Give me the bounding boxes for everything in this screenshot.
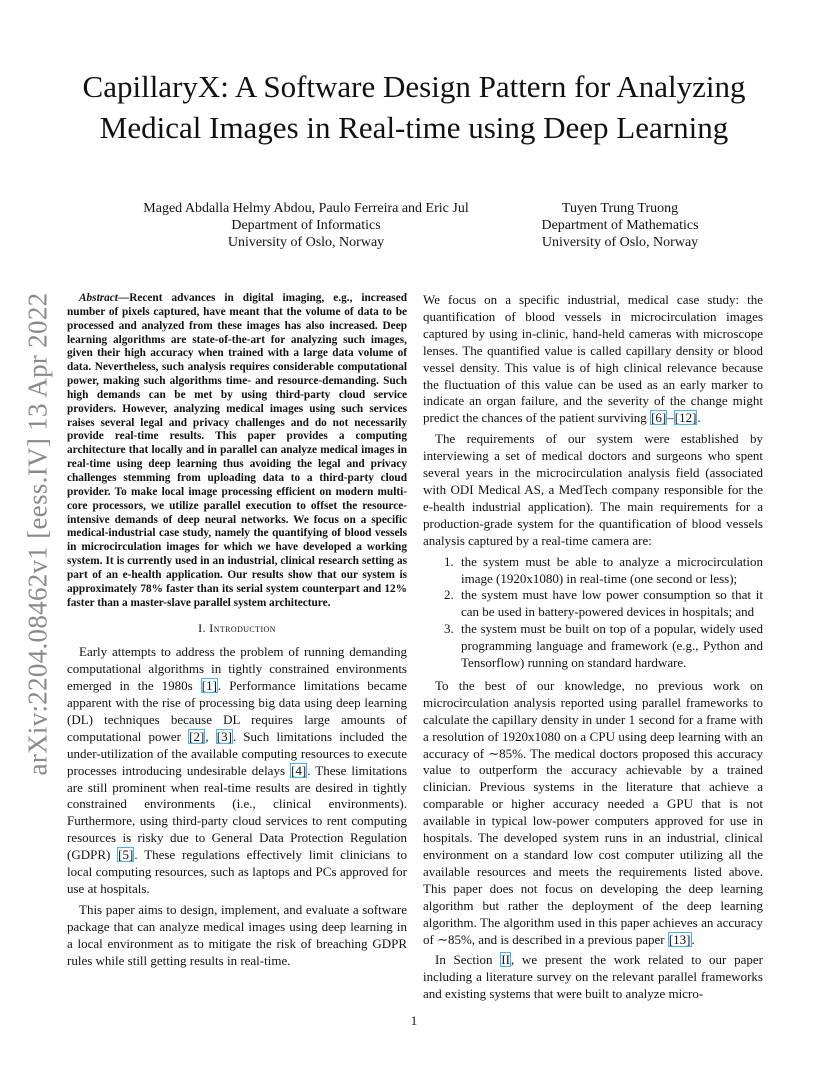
intro-paragraph-2: This paper aims to design, implement, and evaluate a software package that can analyze medical images using deep learning in a local environment as to mitigate the risk of breaching GDPR rules while still getting results in real-time.: [67, 901, 407, 968]
author-block-1: [110, 200, 502, 251]
citation-link[interactable]: [13]: [668, 931, 691, 947]
author-department: Department of Informatics: [231, 218, 381, 233]
citation-link[interactable]: [3]: [216, 728, 232, 744]
paper-title: CapillaryX: A Software Design Pattern for Analyzing Medical Images in Real-time using Deep Learning: [82, 69, 746, 145]
page-number: 1: [410, 1013, 418, 1028]
abstract-label: Abstract: [79, 292, 118, 304]
section-link[interactable]: II: [501, 952, 510, 968]
citation-link[interactable]: [2]: [189, 728, 205, 744]
abstract: Abstract—Recent advances in digital imaging, e.g., increased number of pixels captured, have meant that the volume of data to be processed and analyzed from these images has also increased. Deep learning algorithms are state-of-the-art for analyzing such images, given their high accuracy when trained with a large data volume of data. Nevertheless, such analysis requires considerable computational power, making such algorithms time- and resource-demanding. Such high demands can be met by using third-party cloud service providers. However, analyzing medical images using such services raises several legal and privacy challenges and do not necessarily provide real-time results. This paper provides a computing architecture that locally and in parallel can analyze medical images in real-time using deep learning thus avoiding the legal and privacy challenges stemming from uploading data to a third-party cloud provider. To make local image processing efficient on modern multi-core processors, we utilize parallel execution to offset the resource-intensive demands of deep neural networks. We focus on a specific medical-industrial case study, namely the quantifying of blood vessels in microcirculation images for which we have developed a working system. It is currently used in an industrial, clinical research setting as part of an e-health application. Our results show that our system is approximately 78% faster than its serial system counterpart and 12% faster than a master-slave parallel system architecture.: [67, 292, 407, 609]
arxiv-identifier-sidebar: [14, 284, 62, 784]
abstract-text: Recent advances in digital imaging, e.g., increased number of pixels captured, have meant that the volume of data to be processed and analyzed from these images has also increased. Deep learning algorithms are state-of-the-art for analyzing such images, given their high accuracy when trained with a large data volume of data. Nevertheless, such analysis requires considerable computational power, making such algorithms time- and resource-demanding. Such high demands can be met by using third-party cloud service providers. However, analyzing medical images using such services raises several legal and privacy challenges and do not necessarily provide real-time results. This paper provides a computing architecture that locally and in parallel can analyze medical images in real-time using deep learning thus avoiding the legal and privacy challenges stemming from uploading data to a third-party cloud provider. To make local image processing efficient on modern multi-core processors, we utilize parallel execution to offset the resource-intensive demands of deep neural networks. We focus on a specific medical-industrial case study, namely the quantifying of blood vessels in microcirculation images for which we have developed a working system. It is currently used in an industrial, clinical research setting as part of an e-health application. Our results show that our system is approximately 78% faster than its serial system counterpart and 12% faster than a master-slave parallel system architecture.: [67, 292, 407, 609]
requirements-paragraph: The requirements of our system were established by interviewing a set of medical doctors and surgeons who spent several years in the microcirculation analysis field (associated with ODI Medical AS, a MedTech company responsible for the e-health industrial application). The main requirements for a production-grade system for the quantification of blood vessels analysis captured by a real-time camera are:: [423, 431, 763, 548]
section-heading-introduction: I. Introduction: [198, 621, 276, 636]
author-affiliation: University of Oslo, Norway: [227, 235, 385, 250]
citation-link[interactable]: [1]: [201, 678, 217, 694]
author-block-2: [520, 200, 720, 251]
author-names: Maged Abdalla Helmy Abdou, Paulo Ferreira and Eric Jul: [143, 201, 469, 216]
citation-link[interactable]: [4]: [291, 762, 307, 778]
intro-paragraph-1: Early attempts to address the problem of running demanding computational algorithms in tightly constrained environments emerged in the 1980s [1]. Performance limitations became apparent with the rise of processing big data using deep learning (DL) techniques because DL requires large amounts of computational power [2], [3]. Such limitations included the under-utilization of the available computing resources to execute processes introducing undesirable delays [4]. These limitations are still prominent when real-time results are desired in tightly constrained environments (i.e., clinical environments). Furthermore, using third-party cloud services to rent computing resources is risky due to General Data Protection Regulation (GDPR) [5]. These regulations effectively limit clinicians to local computing resources, such as laptops and PCs approved for use at hospitals.: [67, 644, 408, 896]
prior-work-paragraph: To the best of our knowledge, no previous work on microcirculation analysis reported using parallel frameworks to calculate the capillary density in under 1 second for a frame with a resolution of 1920x1080 on a CPU using deep learning with an accuracy of ∼85%. The medical doctors proposed this accuracy value to outperform the accuracy achievable by a trained clinician. Previous systems in the literature that achieve a comparable or higher accuracy needed a GPU that is not available in typical low-power computers approved for use in hospitals. The developed system runs in an industrial, clinical environment on a standard low cost computer utilizing all the available resources and meets the requirements listed above. This paper does not focus on developing the deep learning algorithm but rather the deployment of the deep learning algorithm. The algorithm used in this paper achieves an accuracy of ∼85%, and is described in a previous paper [13].: [423, 677, 763, 947]
list-item: 2. the system must have low power consumption so that it can be used in battery-powered devices in hospitals; and: [457, 587, 763, 621]
author-affiliation: University of Oslo, Norway: [541, 235, 699, 250]
right-column: [423, 292, 763, 1007]
citation-link[interactable]: [5]: [118, 847, 134, 863]
case-study-paragraph: We focus on a specific industrial, medical case study: the quantification of blood vessels in microcirculation images captured by using in-clinic, hand-held cameras with microscope lenses. The quantified value is called capillary density or blood vessel density. This value is of high clinical relevance because the fluctuation of this value can be used as an early marker to indicate an organ failure, and the severity of the change might predict the chances of the patient surviving [6]–[12].: [423, 292, 763, 426]
outline-paragraph: In Section II, we present the work related to our paper including a literature survey on the relevant parallel frameworks and existing systems that were built to analyze micro-: [423, 952, 763, 1002]
arxiv-identifier: arXiv:2204.08462v1 [eess.IV] 13 Apr 2022: [22, 292, 53, 776]
left-column: [67, 292, 407, 974]
requirements-list: [423, 554, 763, 672]
citation-link[interactable]: [12]: [674, 410, 697, 426]
list-item: 3. the system must be built on top of a popular, widely used programming language and framework (e.g., Python and Tensorflow) running on standard hardware.: [457, 621, 763, 672]
author-department: Department of Mathematics: [541, 218, 699, 233]
author-names: Tuyen Trung Truong: [561, 201, 679, 216]
list-item: 1. the system must be able to analyze a microcirculation image (1920x1080) in real-time (one second or less);: [457, 554, 763, 588]
citation-link[interactable]: [6]: [651, 410, 667, 426]
